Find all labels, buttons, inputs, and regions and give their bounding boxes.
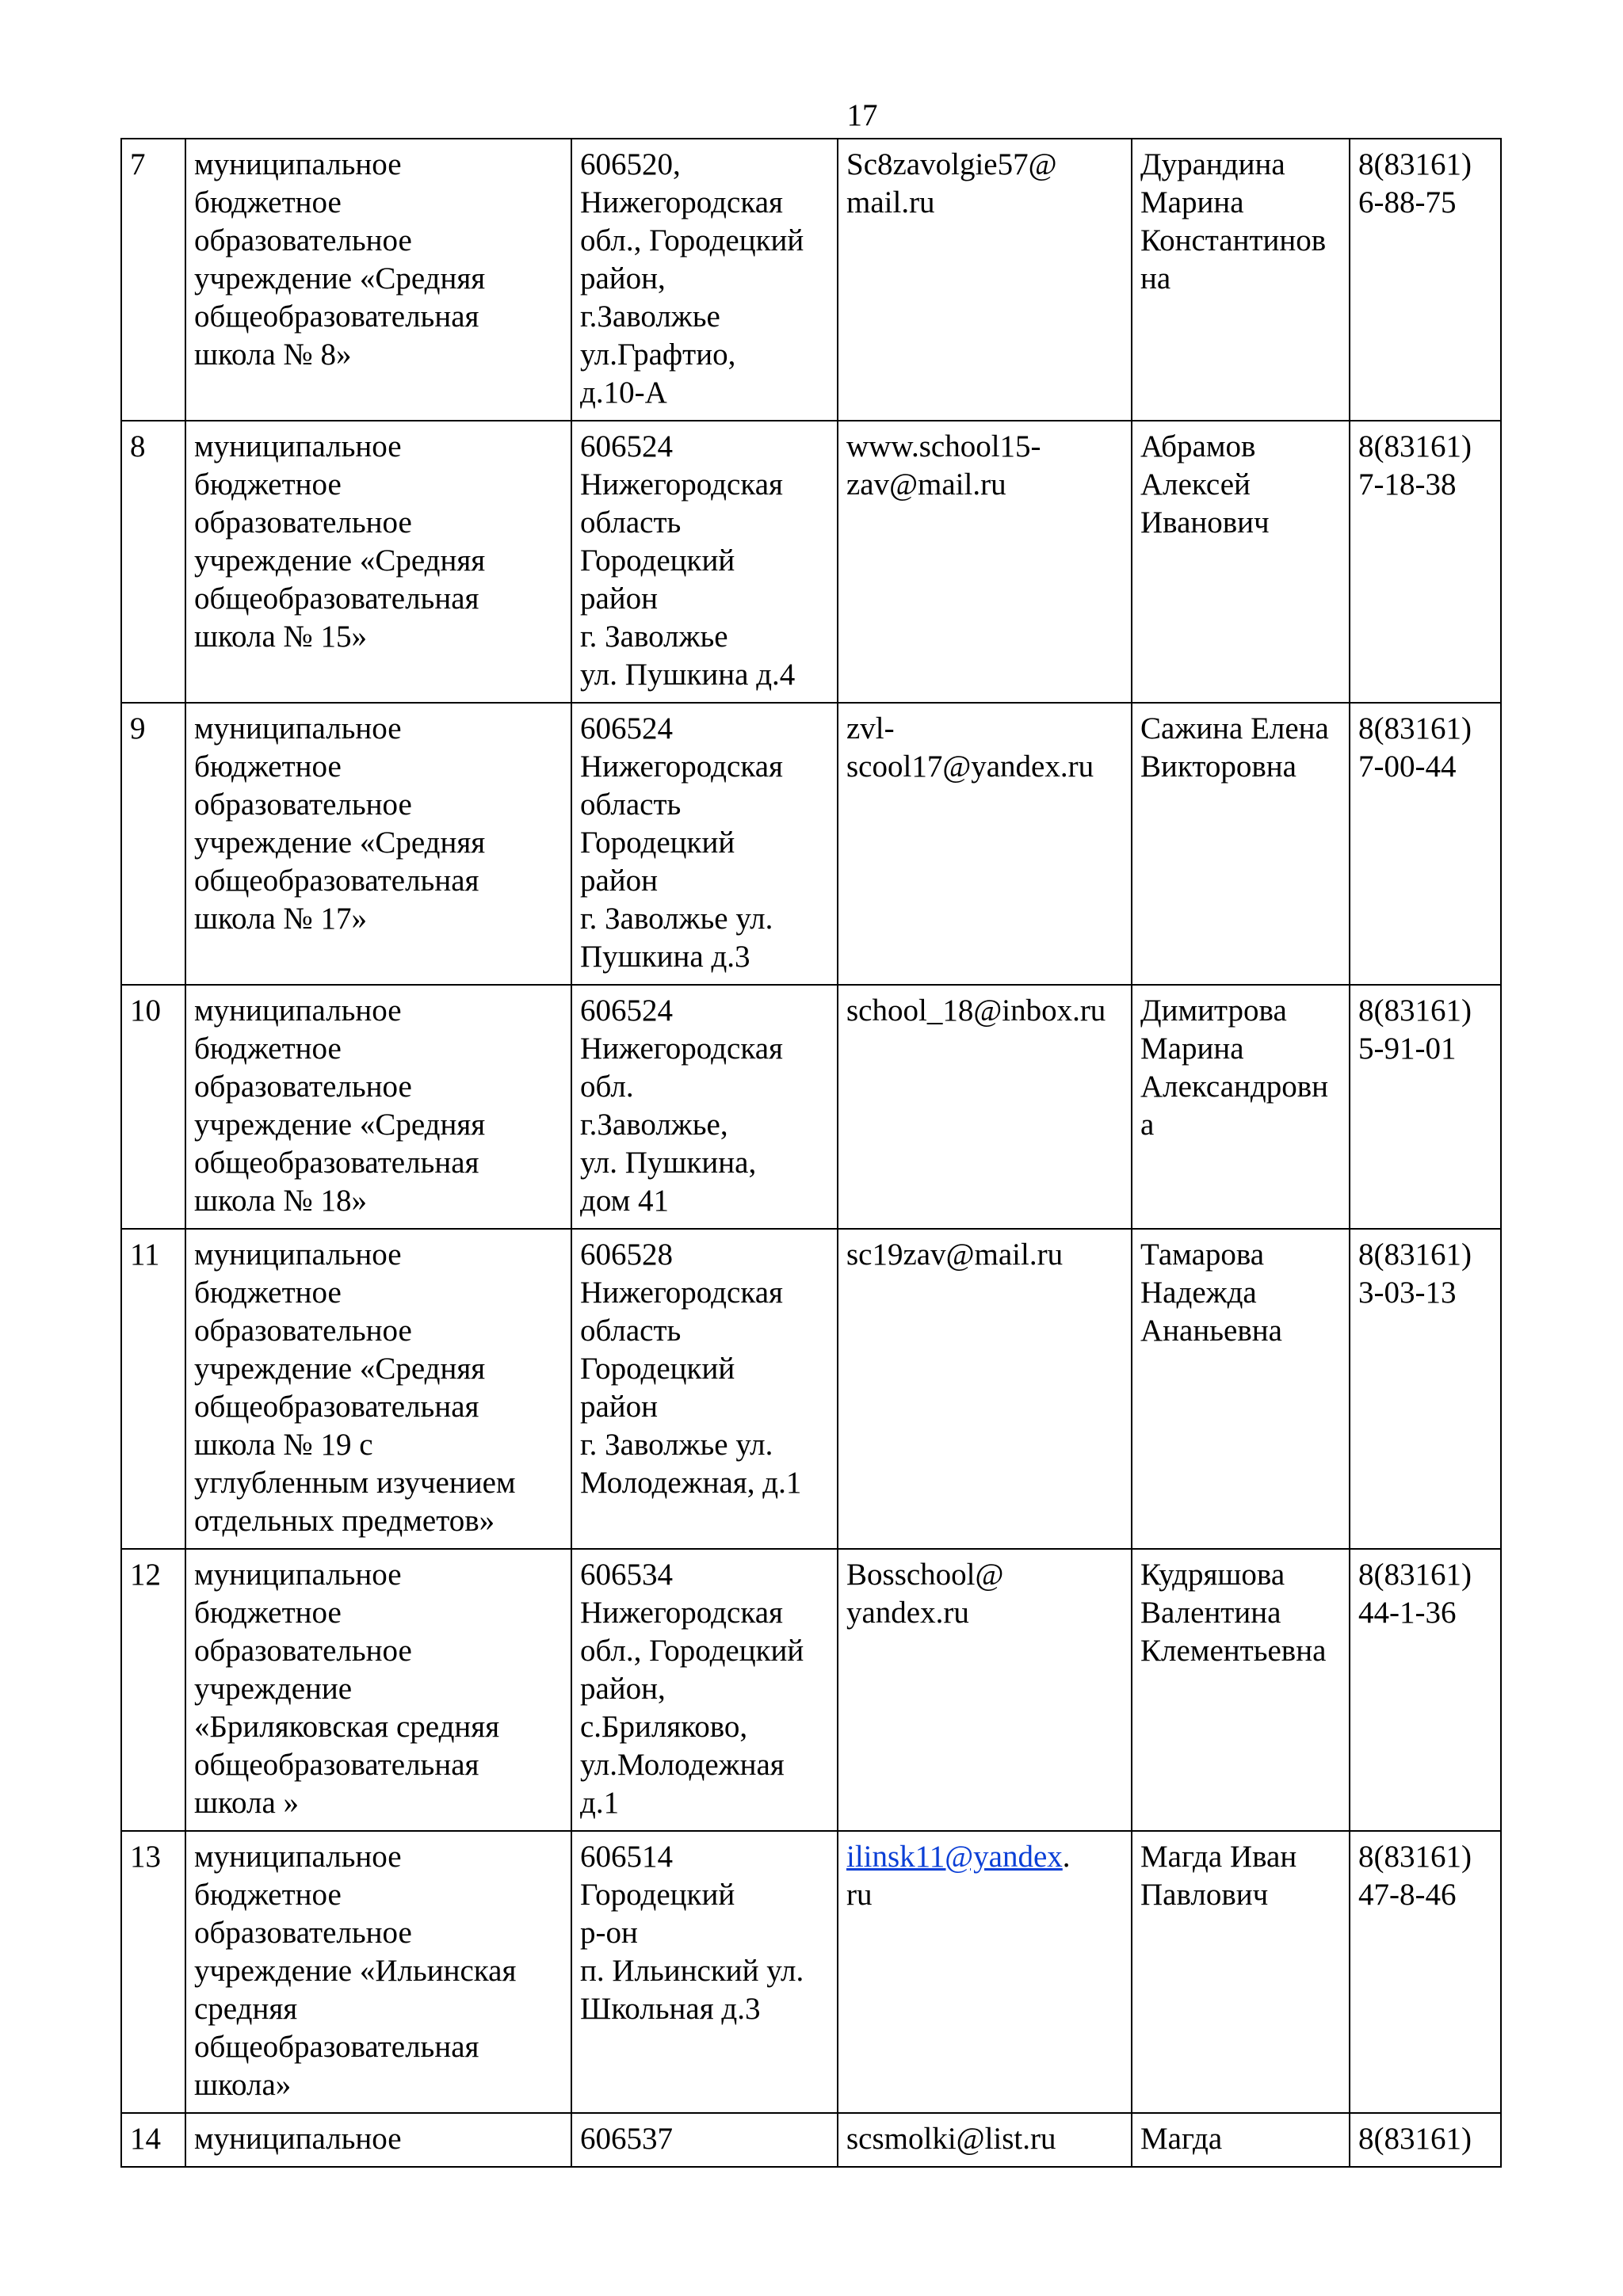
school-name-cell: муниципальное xyxy=(185,2113,571,2167)
school-name-cell: муниципальное бюджетное образовательное учреждение «Средняя общеобразовательная школа № 17» xyxy=(185,703,571,985)
row-number-cell: 7 xyxy=(121,139,185,421)
director-cell: Кудряшова Валентина Клементьевна xyxy=(1132,1549,1350,1831)
table-row xyxy=(121,703,1501,985)
phone-cell: 8(83161) 47-8-46 xyxy=(1350,1831,1501,2113)
page-number: 17 xyxy=(846,98,878,132)
table-row xyxy=(121,1549,1501,1831)
email-cell xyxy=(838,1831,1132,2113)
school-name-cell: муниципальное бюджетное образовательное учреждение «Средняя общеобразовательная школа № 19 с углубленным изучением отдельных предметов» xyxy=(185,1229,571,1549)
email-cell: school_18@inbox.ru xyxy=(838,985,1132,1229)
director-cell: Сажина Елена Викторовна xyxy=(1132,703,1350,985)
row-number-cell: 11 xyxy=(121,1229,185,1549)
address-cell: 606537 xyxy=(571,2113,838,2167)
director-cell: Тамарова Надежда Ананьевна xyxy=(1132,1229,1350,1549)
address-cell: 606524 Нижегородская обл. г.Заволжье, ул. Пушкина, дом 41 xyxy=(571,985,838,1229)
table-row xyxy=(121,1831,1501,2113)
phone-cell: 8(83161) 3-03-13 xyxy=(1350,1229,1501,1549)
row-number-cell: 14 xyxy=(121,2113,185,2167)
email-cell: zvl- scool17@yandex.ru xyxy=(838,703,1132,985)
table-row xyxy=(121,2113,1501,2167)
director-cell: Дурандина Марина Константинов на xyxy=(1132,139,1350,421)
school-name-cell: муниципальное бюджетное образовательное учреждение «Средняя общеобразовательная школа № 15» xyxy=(185,421,571,703)
phone-cell: 8(83161) 7-00-44 xyxy=(1350,703,1501,985)
schools-table xyxy=(120,138,1502,2168)
address-cell: 606514 Городецкий р-он п. Ильинский ул. Школьная д.3 xyxy=(571,1831,838,2113)
address-cell: 606528 Нижегородская область Городецкий район г. Заволжье ул. Молодежная, д.1 xyxy=(571,1229,838,1549)
email-suffix: . ru xyxy=(846,1840,1071,1912)
table-row xyxy=(121,985,1501,1229)
row-number-cell: 13 xyxy=(121,1831,185,2113)
email-cell: Bosschool@ yandex.ru xyxy=(838,1549,1132,1831)
email-cell: Sc8zavolgie57@ mail.ru xyxy=(838,139,1132,421)
school-name-cell: муниципальное бюджетное образовательное учреждение «Средняя общеобразовательная школа № 8» xyxy=(185,139,571,421)
email-link[interactable]: ilinsk11@yandex xyxy=(846,1840,1063,1874)
row-number-cell: 9 xyxy=(121,703,185,985)
table-row xyxy=(121,421,1501,703)
email-cell: scsmolki@list.ru xyxy=(838,2113,1132,2167)
director-cell: Магда xyxy=(1132,2113,1350,2167)
phone-cell: 8(83161) 6-88-75 xyxy=(1350,139,1501,421)
phone-cell: 8(83161) 7-18-38 xyxy=(1350,421,1501,703)
address-cell: 606520, Нижегородская обл., Городецкий район, г.Заволжье ул.Графтио, д.10-А xyxy=(571,139,838,421)
director-cell: Абрамов Алексей Иванович xyxy=(1132,421,1350,703)
row-number-cell: 8 xyxy=(121,421,185,703)
phone-cell: 8(83161) xyxy=(1350,2113,1501,2167)
email-cell: www.school15- zav@mail.ru xyxy=(838,421,1132,703)
school-name-cell: муниципальное бюджетное образовательное учреждение «Бриляковская средняя общеобразовательная школа » xyxy=(185,1549,571,1831)
row-number-cell: 10 xyxy=(121,985,185,1229)
phone-cell: 8(83161) 44-1-36 xyxy=(1350,1549,1501,1831)
table-row xyxy=(121,1229,1501,1549)
address-cell: 606534 Нижегородская обл., Городецкий район, с.Бриляково, ул.Молодежная д.1 xyxy=(571,1549,838,1831)
director-cell: Магда Иван Павлович xyxy=(1132,1831,1350,2113)
table-row xyxy=(121,139,1501,421)
phone-cell: 8(83161) 5-91-01 xyxy=(1350,985,1501,1229)
school-name-cell: муниципальное бюджетное образовательное учреждение «Ильинская средняя общеобразовательная школа» xyxy=(185,1831,571,2113)
address-cell: 606524 Нижегородская область Городецкий район г. Заволжье ул. Пушкина д.4 xyxy=(571,421,838,703)
address-cell: 606524 Нижегородская область Городецкий район г. Заволжье ул. Пушкина д.3 xyxy=(571,703,838,985)
row-number-cell: 12 xyxy=(121,1549,185,1831)
school-name-cell: муниципальное бюджетное образовательное учреждение «Средняя общеобразовательная школа № 18» xyxy=(185,985,571,1229)
director-cell: Димитрова Марина Александровн а xyxy=(1132,985,1350,1229)
email-cell: sc19zav@mail.ru xyxy=(838,1229,1132,1549)
